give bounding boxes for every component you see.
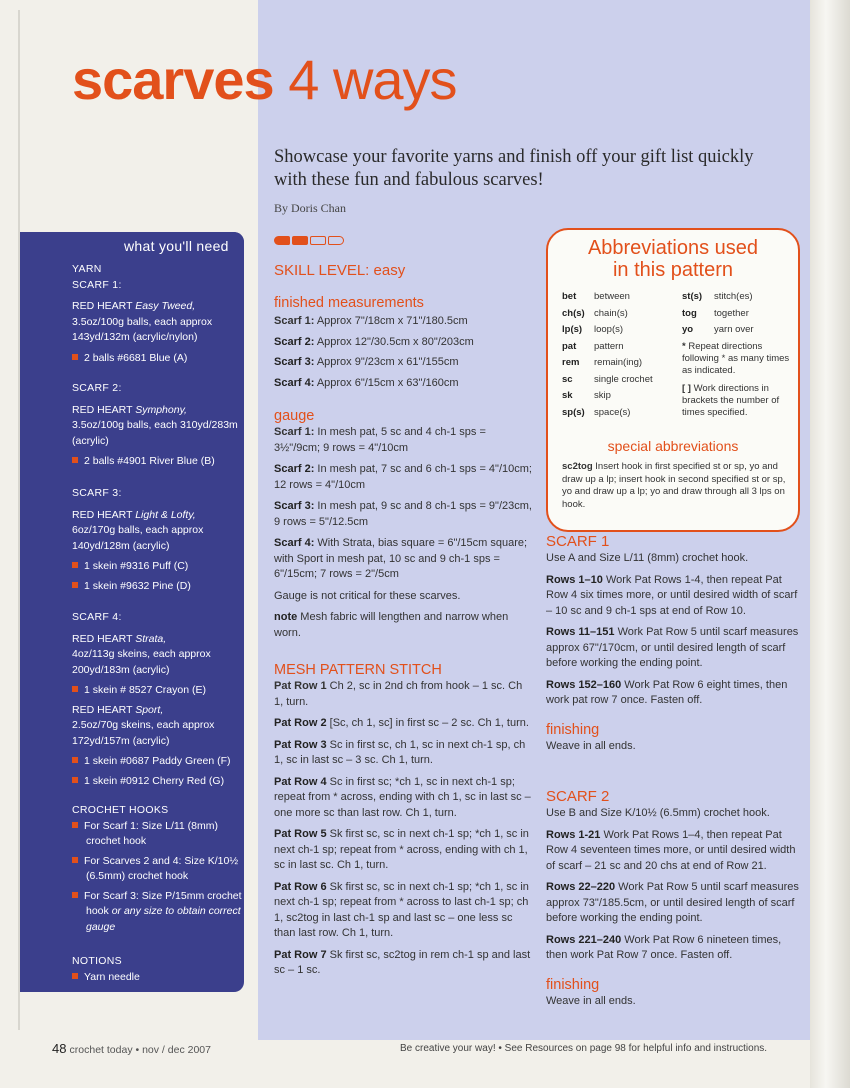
scarf2-brand: RED HEART [72, 403, 133, 416]
gauge-label: Scarf 2: [274, 463, 315, 475]
abbr-def: chain(s) [594, 307, 628, 319]
yarn-section-scarf1 [72, 262, 242, 366]
scarf4-item1: 1 skein # 8527 Crayon (E) [84, 684, 206, 696]
abbr-term: bet [562, 291, 577, 302]
abbr-term: lp(s) [562, 324, 583, 335]
star-text: Repeat directions following * as many times as indicated. [682, 341, 790, 376]
abbr-def: pattern [594, 340, 624, 352]
abbr-def: between [594, 291, 630, 302]
abbr-term: sk [562, 390, 573, 401]
pat-row-label: Pat Row 4 [274, 775, 327, 788]
pat-row-text: [Sc, ch 1, sc] in first sc – 2 sc. Ch 1, turn. [329, 717, 529, 729]
gauge-text: In mesh pat, 9 sc and 8 ch-1 sps = 9"/23cm, 9 rows = 5"/12.5cm [274, 500, 532, 528]
intro-text: Showcase your favorite yarns and finish off your gift list quickly with these fun and fabulous scarves! [274, 147, 754, 190]
gauge-note2: Mesh fabric will lengthen and narrow when worn. [274, 611, 509, 639]
gauge-label: Scarf 3: [274, 500, 315, 512]
scarf2-heading: SCARF 2 [546, 788, 610, 805]
scarf1-finishing-text: Weave in all ends. [546, 739, 636, 752]
bullet-icon [72, 757, 78, 763]
scarf3-label: SCARF 3: [72, 487, 122, 499]
page-number: 48 [52, 1041, 67, 1056]
meas-label: Scarf 3: [274, 356, 315, 368]
abbreviations-title [546, 237, 800, 281]
pat-row-label: Pat Row 7 [274, 948, 327, 961]
bullet-icon [72, 457, 78, 463]
abbr-title-line2: in this pattern [612, 259, 734, 281]
pat-row-text: Sk first sc, sc2tog in rem ch-1 sp and last sc – 1 sc. [274, 948, 531, 976]
skill-level-label: SKILL LEVEL: easy [274, 262, 406, 279]
bracket-text: Work directions in brackets the number of times specified. [682, 383, 780, 418]
abbr-title-line1: Abbreviations used [587, 237, 759, 259]
scarf1-label: SCARF 1: [72, 278, 122, 291]
page-title [72, 48, 457, 111]
note-label: note [274, 611, 298, 623]
notion1: Yarn needle [84, 970, 140, 983]
scarf4-item2: 1 skein #0687 Paddy Green (F) [84, 755, 231, 767]
star-symbol: * [682, 341, 686, 352]
special-abbreviations-heading: special abbreviations [607, 438, 739, 454]
meas-text: Approx 7"/18cm x 71"/180.5cm [316, 315, 468, 327]
abbr-term: rem [562, 357, 580, 368]
scarf1-brand: RED HEART [72, 300, 133, 312]
scarf1-heading: SCARF 1 [546, 533, 610, 550]
skill-bar-3 [310, 236, 326, 245]
abbr-def: skip [594, 390, 611, 401]
scarf2-finishing-text: Weave in all ends. [546, 994, 636, 1007]
rows-text: Work Pat Rows 1–4, then repeat Pat Row 4 seventeen times more, or until desired width of scarf – 21 sc and 20 chs at end of Row 21. [546, 828, 796, 872]
yarn-section-scarf4 [72, 610, 242, 789]
abbr-def: stitch(es) [714, 291, 753, 302]
scarf2-item: 2 balls #4901 River Blue (B) [84, 455, 215, 467]
skill-bar-1 [274, 236, 290, 245]
rows-text: Work Pat Row 5 until scarf measures approx 67"/170cm, or until desired length of scarf before working the ending point. [546, 626, 799, 669]
hook1: For Scarf 1: Size L/11 (8mm) crochet hook [84, 819, 219, 847]
byline: By Doris Chan [274, 201, 346, 215]
measurements-section [274, 294, 532, 391]
abbr-term: sc [562, 373, 573, 385]
pat-row-label: Pat Row 3 [274, 738, 327, 751]
hooks-label: CROCHET HOOKS [72, 804, 169, 816]
scarf2-hook: Use B and Size K/10½ (6.5mm) crochet hook. [546, 807, 770, 819]
rows-label: Rows 11–151 [546, 626, 615, 638]
scarf4-yarn-desc: 4oz/113g skeins, each approx 200yd/183m (acrylic) [72, 648, 211, 676]
scarf4-brand2: RED HEART [72, 703, 133, 716]
scarf4-brand: RED HEART [72, 632, 133, 645]
rows-text: Work Pat Row 6 eight times, then work pat row 7 once. Fasten off. [546, 678, 788, 706]
abbr-def: loop(s) [594, 324, 624, 335]
pat-row-label: Pat Row 5 [274, 828, 327, 840]
abbreviations-right-list [682, 289, 754, 339]
meas-text: Approx 12"/30.5cm x 80"/203cm [316, 335, 474, 348]
page-edge [810, 0, 850, 1088]
title-part1: scarves [72, 48, 274, 111]
skill-level-indicator [274, 236, 344, 245]
pat-row-text: Sk first sc, sc in next ch-1 sp; *ch 1, sc in next ch-1 sp; repeat from * across to last ch-1 sp; ch 1, sc2tog in last ch-1 sp and last sc – one less sc than last row. Ch 1, turn. [274, 880, 529, 939]
skill-bar-4 [328, 236, 344, 245]
pat-row-label: Pat Row 6 [274, 880, 327, 893]
scarf2-label: SCARF 2: [72, 382, 122, 394]
bullet-icon [72, 686, 78, 692]
gauge-note1: Gauge is not critical for these scarves. [274, 589, 461, 602]
scarf1-item: 2 balls #6681 Blue (A) [84, 351, 188, 364]
bullet-icon [72, 582, 78, 588]
page-footer-left [52, 1041, 211, 1056]
abbr-def: single crochet [594, 373, 653, 385]
skill-bar-2 [292, 236, 308, 245]
abbr-def: remain(ing) [594, 357, 643, 368]
scarf3-item1: 1 skein #9316 Puff (C) [84, 560, 189, 572]
abbr-def: together [714, 307, 749, 319]
meas-label: Scarf 1: [274, 315, 315, 327]
bullet-icon [72, 857, 78, 863]
pat-row-label: Pat Row 2 [274, 717, 327, 729]
title-part2: 4 ways [288, 48, 457, 111]
abbr-term: pat [562, 340, 577, 352]
bullet-icon [72, 562, 78, 568]
scarf1-finishing-heading: finishing [546, 721, 600, 738]
scarf3-yarn-name: Light & Lofty, [135, 508, 196, 521]
measurements-heading: finished measurements [274, 295, 424, 311]
rows-label: Rows 1–10 [546, 573, 603, 586]
mesh-heading: MESH PATTERN STITCH [274, 662, 442, 678]
rows-text: Work Pat Row 6 nineteen times, then work Pat Row 7 once. Fasten off. [546, 933, 782, 961]
special-def: Insert hook in first specified st or sp, yo and draw up a lp; insert hook in second specified st or sp, yo and draw up a lp; yo and draw through all 3 lps on hook. [562, 461, 786, 510]
abbr-bracket-note [682, 383, 798, 419]
rows-text: Work Pat Row 5 until scarf measures approx 73"/185.5cm, or until desired length of scarf before working the ending point. [546, 881, 799, 924]
gauge-text: With Strata, bias square = 6"/15cm square; with Sport in mesh pat, 10 sc and 9 ch-1 sps = 6"/15cm; 7 rows = 2"/5cm [274, 537, 528, 580]
pat-row-text: Sc in first sc; *ch 1, sc in next ch-1 sp; repeat from * across, ending with ch 1, sc in last sc – one more sc than last row. Ch 1, turn. [274, 775, 531, 819]
gauge-label: Scarf 1: [274, 426, 315, 438]
abbreviations-left-list [562, 289, 653, 421]
notions-label: NOTIONS [72, 955, 122, 967]
hooks-section [72, 803, 242, 935]
notions-section [72, 954, 242, 985]
bullet-icon [72, 354, 78, 360]
scarf3-item2: 1 skein #9632 Pine (D) [84, 579, 191, 592]
pat-row-label: Pat Row 1 [274, 680, 327, 692]
scarf1-hook: Use A and Size L/11 (8mm) crochet hook. [546, 552, 749, 564]
gauge-heading: gauge [274, 408, 315, 424]
abbr-star-note [682, 341, 798, 377]
scarf3-yarn-desc: 6oz/170g balls, each approx 140yd/128m (acrylic) [72, 524, 204, 552]
meas-text: Approx 9"/23cm x 61"/155cm [316, 356, 459, 368]
scarf2-yarn-desc: 3.5oz/100g balls, each 310yd/283m (acrylic) [72, 419, 238, 447]
abbr-term: ch(s) [562, 307, 585, 319]
meas-label: Scarf 2: [274, 335, 315, 348]
hook2: For Scarves 2 and 4: Size K/10½ (6.5mm) crochet hook [84, 854, 239, 882]
rows-text: Work Pat Rows 1-4, then repeat Pat Row 4 six times more, or until desired width of scarf – 10 sc and 9 ch-1 sps at end of Row 10. [546, 573, 798, 617]
rows-label: Rows 1-21 [546, 828, 601, 841]
scarf1-section [546, 533, 800, 754]
abbr-term: st(s) [682, 291, 703, 302]
scarf3-brand: RED HEART [72, 508, 133, 521]
gauge-text: In mesh pat, 7 sc and 6 ch-1 sps = 4"/10cm; 12 rows = 4"/10cm [274, 463, 532, 491]
yarn-section-scarf2 [72, 381, 242, 470]
scarf1-yarn-desc: 3.5oz/100g balls, each approx 143yd/132m (acrylic/nylon) [72, 315, 213, 343]
rows-label: Rows 221–240 [546, 933, 622, 946]
abbr-term: yo [682, 324, 694, 335]
bullet-icon [72, 822, 78, 828]
meas-text: Approx 6"/15cm x 63"/160cm [316, 376, 459, 389]
scarf4-label: SCARF 4: [72, 611, 122, 623]
scarf4-yarn2-name: Sport, [135, 703, 164, 716]
bullet-icon [72, 777, 78, 783]
pat-row-text: Ch 2, sc in 2nd ch from hook – 1 sc. Ch 1, turn. [274, 680, 523, 708]
bullet-icon [72, 973, 78, 979]
gauge-text: In mesh pat, 5 sc and 4 ch-1 sps = 3½"/9cm; 9 rows = 4"/10cm [274, 426, 486, 454]
abbr-term: tog [682, 307, 697, 319]
bullet-icon [72, 892, 78, 898]
pat-row-text: Sc in first sc, ch 1, sc in next ch-1 sp, ch 1, sc in last sc – 3 sc. Ch 1, turn. [274, 738, 526, 766]
bracket-symbol: [ ] [682, 383, 691, 394]
pat-row-text: Sk first sc, sc in next ch-1 sp; *ch 1, sc in next ch-1 sp; repeat from * across, ending with ch 1, sc in last sc. Ch 1, turn. [274, 828, 529, 871]
yarn-label: YARN [72, 263, 102, 275]
mesh-pattern-section [274, 661, 532, 979]
yarn-section-scarf3 [72, 486, 242, 594]
rows-label: Rows 22–220 [546, 881, 616, 893]
magazine-issue: crochet today • nov / dec 2007 [69, 1044, 211, 1056]
scarf2-section [546, 788, 800, 1009]
gauge-section [274, 407, 532, 641]
abbr-term: sp(s) [562, 406, 585, 418]
scarf4-yarn2-desc: 2.5oz/70g skeins, each approx 172yd/157m (acrylic) [72, 719, 215, 747]
hook3: For Scarf 3: Size P/15mm crochet hook [84, 889, 242, 917]
scarf4-yarn-name: Strata, [135, 632, 167, 645]
gauge-label: Scarf 4: [274, 537, 315, 549]
sidebar-heading: what you'll need [124, 238, 229, 254]
special-term: sc2tog [562, 461, 593, 472]
meas-label: Scarf 4: [274, 376, 315, 389]
footer-tagline: Be creative your way! • See Resources on page 98 for helpful info and instructions. [400, 1043, 768, 1054]
scarf1-yarn-name: Easy Tweed, [135, 300, 196, 312]
rows-label: Rows 152–160 [546, 678, 622, 691]
abbr-def: space(s) [594, 406, 631, 418]
scarf4-item3: 1 skein #0912 Cherry Red (G) [84, 774, 225, 787]
scarf2-yarn-name: Symphony, [135, 403, 187, 416]
abbr-def: yarn over [714, 324, 754, 335]
hook3-note: or any size to obtain correct gauge [86, 905, 241, 933]
special-abbreviation [562, 461, 790, 511]
scarf2-finishing-heading: finishing [546, 976, 600, 993]
